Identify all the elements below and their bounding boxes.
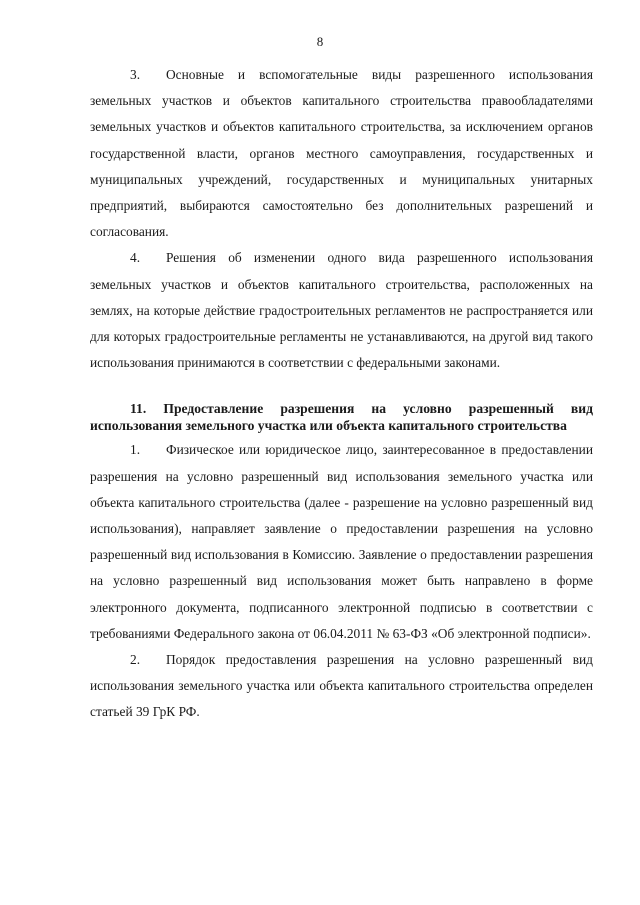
paragraph-text: Физическое или юридическое лицо, заинтересованное в предоставлении разрешения на условно разрешенный вид использования земельного участка или объекта капитального строительства (далее - разрешение на условно разрешенный вид использования), направляет заявление о предоставлении разрешения на условно разрешенный вид использования в Комиссию. Заявление о предоставлении разрешения на условно разрешенный вид использования может быть направлено в форме электронного документа, подписанного электронной подписью в соответствии с требованиями Федерального закона от 06.04.2011 № 63-ФЗ «Об электронной подписи». — [90, 442, 593, 641]
paragraph-3 — [90, 62, 593, 245]
paragraph-number: 1. — [130, 442, 141, 458]
paragraph-2 — [90, 647, 593, 726]
paragraph-text: Основные и вспомогательные виды разрешенного использования земельных участков и объектов капитального строительства правообладателями земельных участков и объектов капитального строительства, за исключением органов государственной власти, органов местного самоуправления, государственных и муниципальных учреждений, государственных и муниципальных унитарных предприятий, выбираются самостоятельно без дополнительных разрешений и согласования. — [90, 67, 593, 240]
page-number: 8 — [316, 34, 324, 49]
paragraph-4 — [90, 245, 593, 376]
paragraph-number: 2. — [130, 652, 141, 668]
document-body — [90, 62, 593, 726]
paragraph-text: Порядок предоставления разрешения на условно разрешенный вид использования земельного участка или объекта капитального строительства определен статьей 39 ГрК РФ. — [90, 652, 593, 720]
paragraph-text: Решения об изменении одного вида разрешенного использования земельных участков и объектов капитального строительства, расположенных на землях, на которые действие градостроительных регламентов не распространяется или для которых градостроительные регламенты не устанавливаются, на другой вид такого использования принимаются в соответствии с федеральными законами. — [90, 250, 593, 371]
section-heading: 11. Предоставление разрешения на условно разрешенный вид использования земельного участка или объекта капитального строительства — [90, 401, 593, 434]
paragraph-1 — [90, 437, 593, 647]
paragraph-number: 4. — [130, 250, 141, 266]
paragraph-number: 3. — [130, 67, 141, 82]
